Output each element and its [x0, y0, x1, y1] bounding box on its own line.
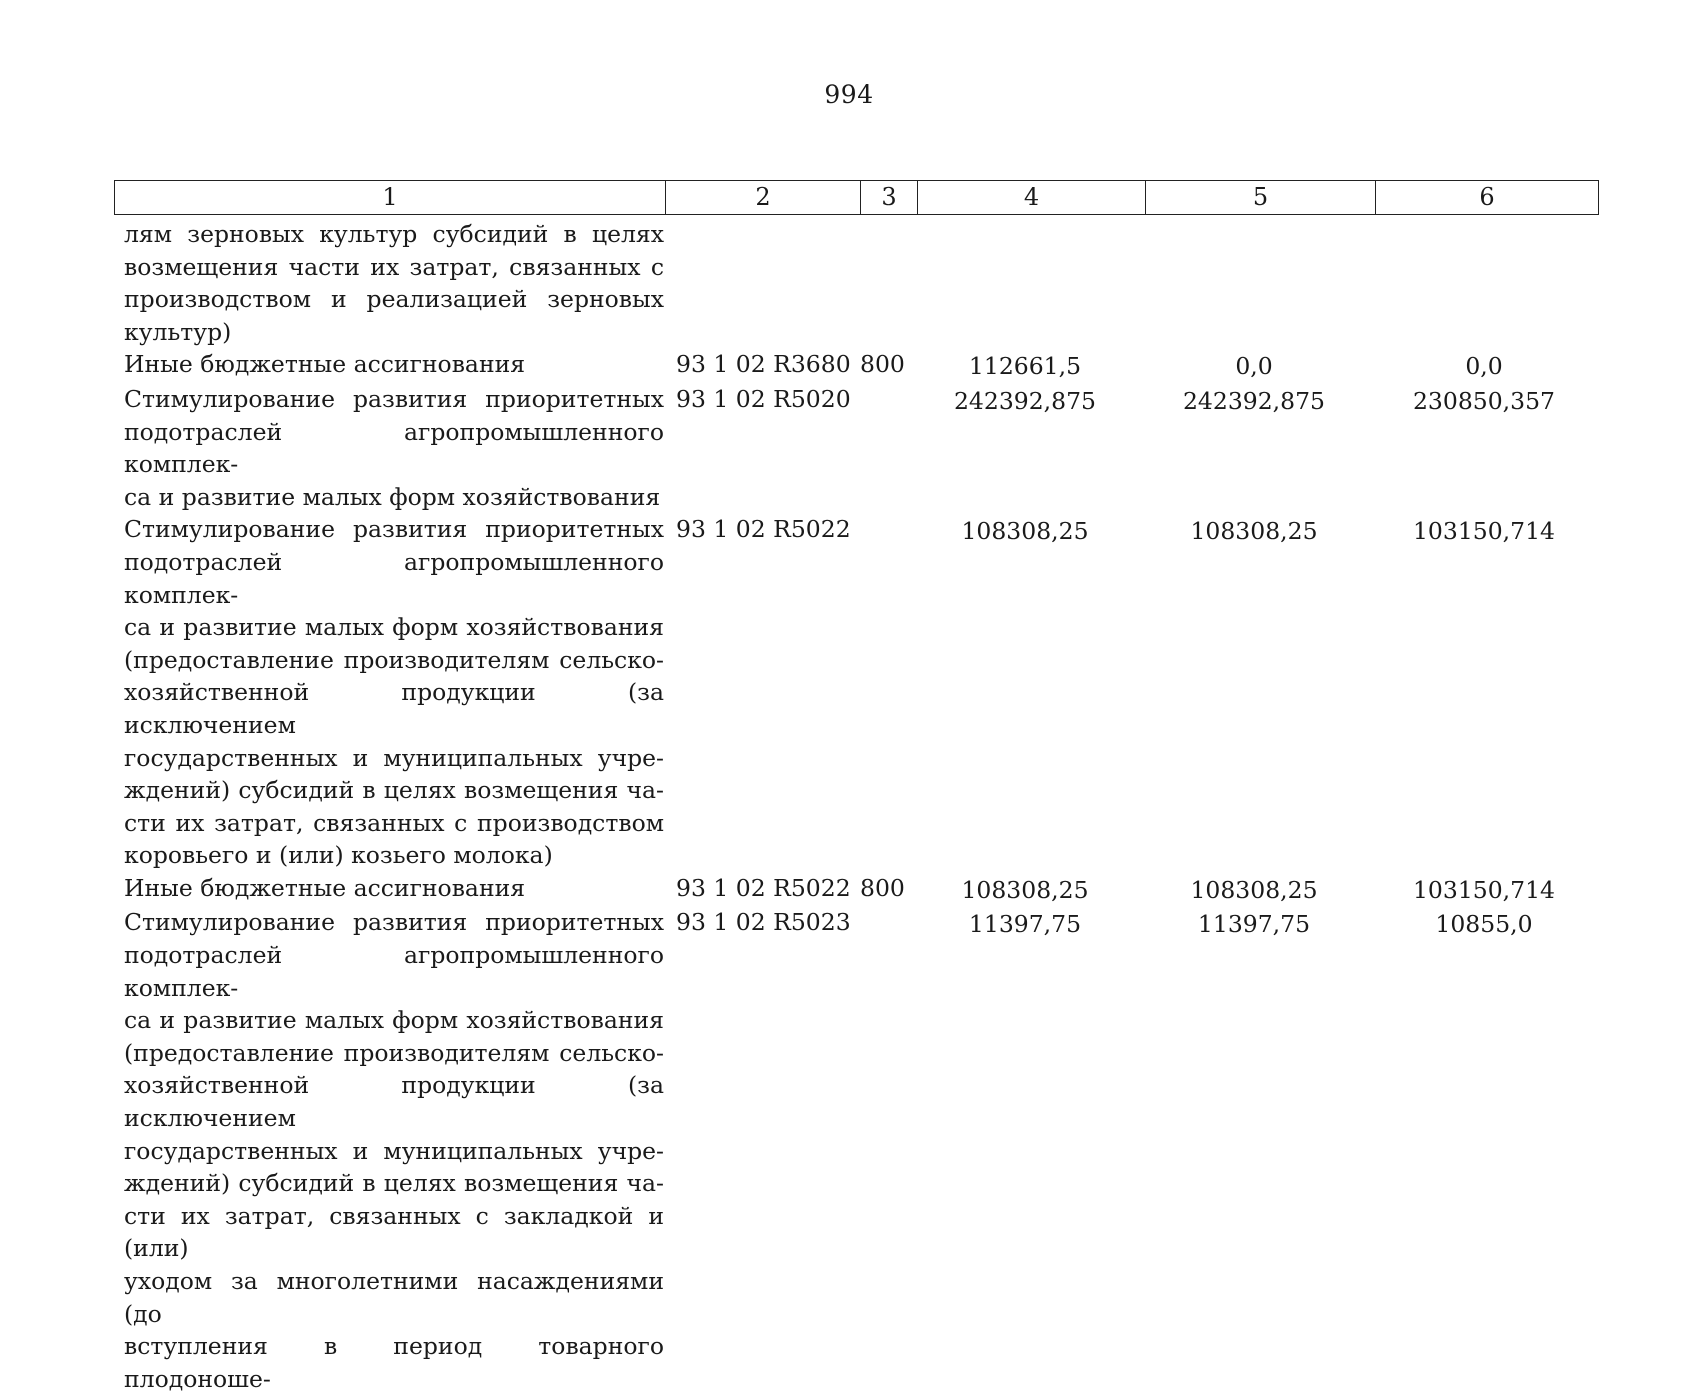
description-line: возмещения части их затрат, связанных с: [124, 252, 664, 281]
row-value-col4: 108308,25: [961, 875, 1089, 904]
description-line: подотраслей агропромышленного комплек-: [124, 547, 664, 609]
row-value-col6: 0,0: [1465, 352, 1503, 381]
description-line: Стимулирование развития приоритетных: [124, 908, 664, 937]
row-value-col6: 230850,357: [1412, 386, 1556, 415]
description-line: сти их затрат, связанных с производством: [124, 808, 664, 837]
table-row: [114, 348, 1599, 383]
row-type: [854, 513, 911, 872]
row-description: [124, 906, 664, 1395]
description-line: Стимулирование развития приоритетных: [124, 384, 664, 413]
header-col-4: 4: [918, 181, 1146, 214]
row-type: 800: [860, 873, 905, 902]
description-line: лям зерновых культур субсидий в целях: [124, 220, 664, 248]
description-line: подотраслей агропромышленного комплек-: [124, 941, 664, 1002]
row-code: [664, 218, 854, 348]
row-value-col6: 103150,714: [1412, 875, 1556, 904]
row-value-col6: 10855,0: [1435, 910, 1533, 939]
description-line: вступления в период товарного плодоноше-: [124, 1332, 664, 1393]
row-value-col5: [1139, 218, 1369, 348]
row-code: 93 1 02 R5023: [676, 908, 851, 937]
table-row: [114, 218, 1599, 348]
row-value-col4: 108308,25: [961, 517, 1089, 546]
row-value-col4: 11397,75: [968, 910, 1082, 939]
row-description: [124, 218, 664, 348]
row-description: [124, 348, 664, 383]
description-line: уходом за многолетними насаждениями (до: [124, 1267, 664, 1328]
row-description: [124, 383, 664, 513]
description-line: ждений) субсидий в целях возмещения ча-: [124, 776, 664, 805]
row-value-col5: 11397,75: [1197, 910, 1311, 939]
description-line: подотраслей агропромышленного комплек-: [124, 417, 664, 479]
table-row: [114, 906, 1599, 1395]
row-value-col5: 0,0: [1235, 352, 1273, 381]
description-line: сти их затрат, связанных с закладкой и (или): [124, 1201, 664, 1263]
table-row: [114, 872, 1599, 907]
row-type: [854, 218, 911, 348]
row-type: [854, 906, 911, 1395]
row-value-col5: 242392,875: [1182, 386, 1326, 415]
row-description: [124, 872, 664, 907]
row-type: 800: [860, 350, 905, 379]
description-line: культур): [124, 317, 232, 346]
row-description: [124, 513, 664, 872]
table-header: [114, 180, 1599, 215]
header-col-6: 6: [1479, 183, 1495, 211]
row-code: 93 1 02 R3680: [676, 350, 851, 379]
description-line: коровьего и (или) козьего молока): [124, 841, 553, 870]
row-value-col5: 108308,25: [1190, 517, 1318, 546]
description-line: Стимулирование развития приоритетных: [124, 515, 664, 544]
row-code: 93 1 02 R5020: [676, 384, 851, 413]
table-row: [114, 513, 1599, 872]
row-value-col5: 108308,25: [1190, 875, 1318, 904]
description-line: ждений) субсидий в целях возмещения ча-: [124, 1169, 664, 1198]
description-line: са и развитие малых форм хозяйствования: [124, 1006, 664, 1035]
header-col-1: 1: [115, 181, 666, 214]
header-col-3: 3: [861, 181, 918, 214]
description-line: са и развитие малых форм хозяйствования: [124, 613, 664, 642]
description-line: Иные бюджетные ассигнования: [124, 350, 526, 379]
description-line: хозяйственной продукции (за исключением: [124, 1071, 664, 1133]
row-type: [854, 383, 911, 513]
description-line: (предоставление производителям сельско-: [124, 1038, 664, 1067]
table-body: [114, 218, 1599, 1395]
page-number: 994: [824, 80, 874, 109]
row-value-col4: [911, 218, 1139, 348]
description-line: государственных и муниципальных учре-: [124, 1136, 664, 1165]
row-value-col6: 103150,714: [1412, 517, 1556, 546]
row-value-col4: 112661,5: [968, 352, 1082, 381]
description-line: Иные бюджетные ассигнования: [124, 873, 526, 902]
header-col-5: 5: [1146, 181, 1376, 214]
description-line: государственных и муниципальных учре-: [124, 743, 664, 772]
row-code: 93 1 02 R5022: [676, 515, 851, 544]
description-line: (предоставление производителям сельско-: [124, 645, 664, 674]
header-col-2: 2: [666, 181, 861, 214]
row-value-col4: 242392,875: [953, 386, 1097, 415]
row-code: 93 1 02 R5022: [676, 873, 851, 902]
description-line: производством и реализацией зерновых: [124, 285, 664, 314]
description-line: хозяйственной продукции (за исключением: [124, 678, 664, 739]
description-line: са и развитие малых форм хозяйствования: [124, 482, 661, 511]
row-value-col6: [1369, 218, 1599, 348]
table-row: [114, 383, 1599, 513]
